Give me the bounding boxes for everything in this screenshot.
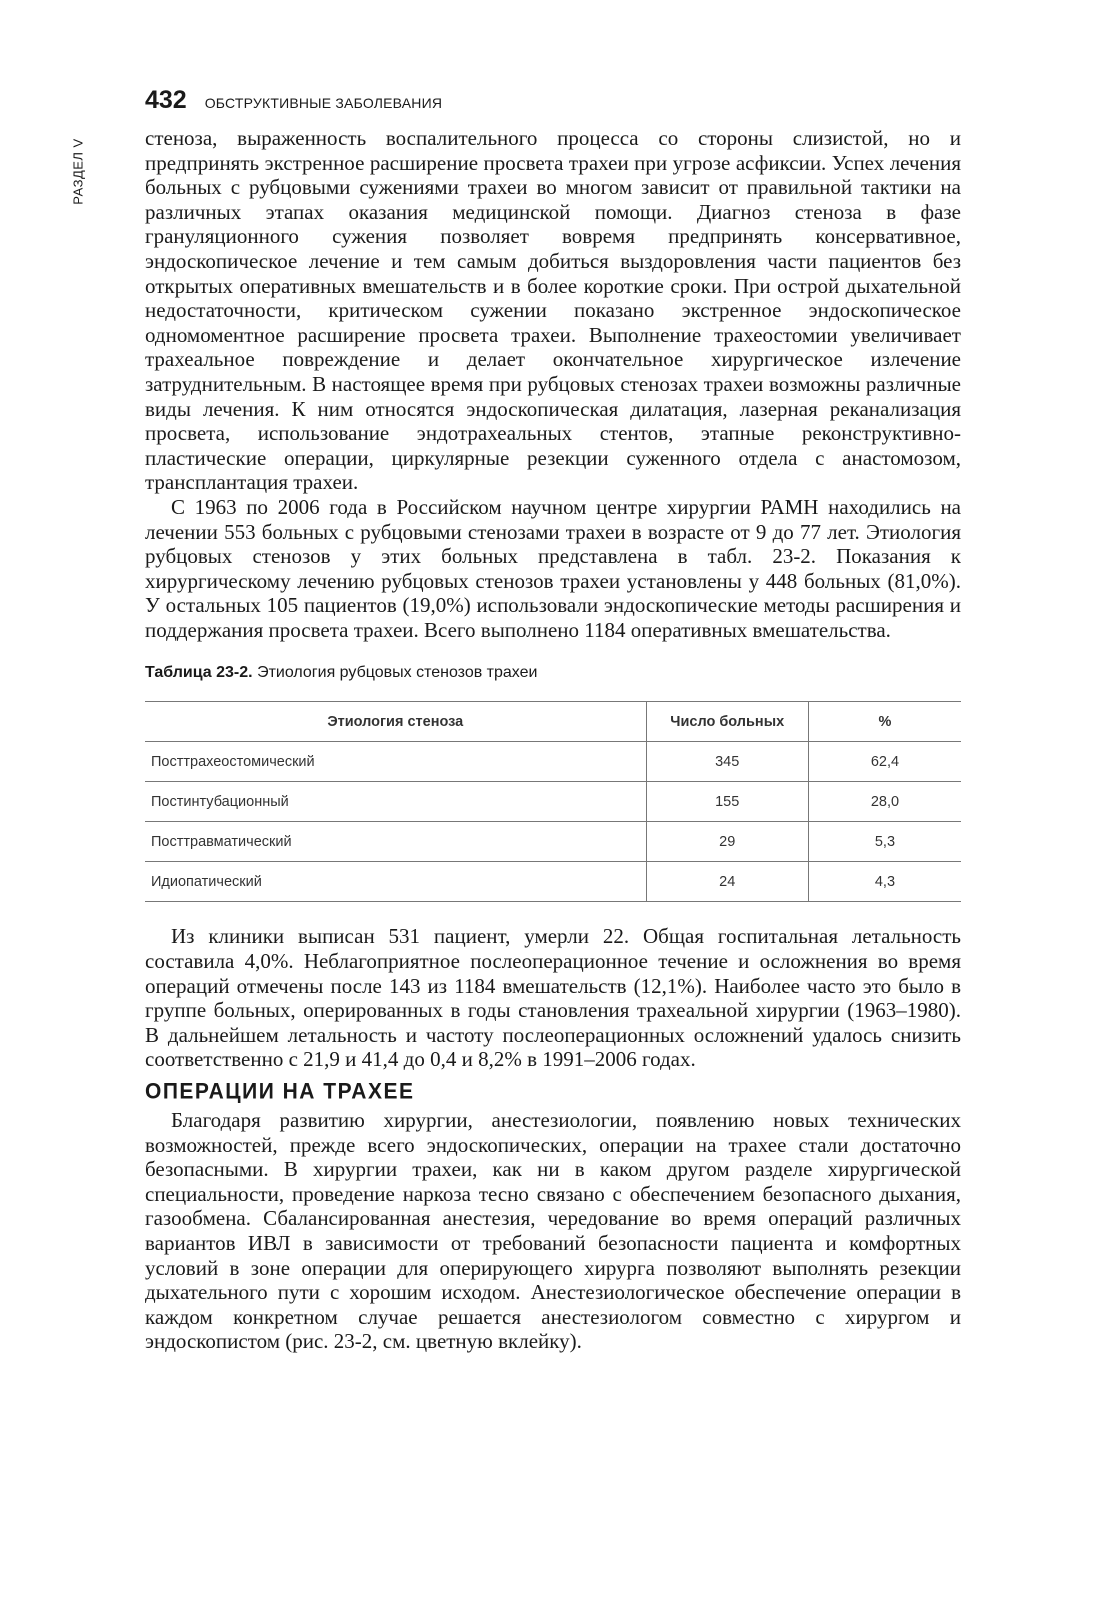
cell-etiology: Идиопатический (145, 862, 646, 902)
page-header (145, 86, 442, 120)
paragraph-outcomes: Из клиники выписан 531 пациент, умерли 22. Общая госпитальная летальность составила 4,0%. Неблагоприятное послеоперационное течение и осложнения во время операций отмечены после 143 из 1184 вмешательств (12,1%). Наиболее часто это было в группе больных, оперированных в годы становления трахеальной хирургии (1963–1980). В дальнейшем летальность и частоту послеоперационных осложнений удалось снизить соответственно с 21,9 и 41,4 до 0,4 и 8,2% в 1991–2006 годах. (145, 924, 961, 1072)
cell-patients: 29 (646, 822, 808, 862)
column-header-etiology: Этиология стеноза (145, 702, 646, 742)
paragraph-operations: Благодаря развитию хирургии, анестезиологии, появлению новых технических возможностей, прежде всего эндоскопических, операции на трахее стали достаточно безопасными. В хирургии трахеи, как ни в каком другом разделе хирургической специальности, проведение наркоза тесно связано с обеспечением безопасного дыхания, газообмена. Сбалансированная анестезия, чередование во время операций различных вариантов ИВЛ в зависимости от требований безопасности пациента и комфортных условий в зоне операции для оперирующего хирурга позволяют выполнять резекции дыхательного пути с хорошим исходом. Анестезиологическое обеспечение операции в каждом конкретном случае решается анестезиологом совместно с хирургом и эндоскопистом (рис. 23-2, см. цветную вклейку). (145, 1108, 961, 1354)
running-title: ОБСТРУКТИВНЫЕ ЗАБОЛЕВАНИЯ (204, 95, 443, 111)
cell-percent: 62,4 (808, 742, 961, 782)
column-header-patients: Число больных (646, 702, 808, 742)
page-content (145, 126, 961, 1354)
table-header-row (145, 702, 961, 742)
table-row (145, 782, 961, 822)
cell-etiology: Постинтубационный (145, 782, 646, 822)
page-number: 432 (145, 86, 187, 114)
table-caption-label: Таблица 23-2. (145, 664, 253, 682)
column-header-percent: % (808, 702, 961, 742)
table-row (145, 742, 961, 782)
cell-percent: 4,3 (808, 862, 961, 902)
section-side-label-text: РАЗДЕЛ V (70, 138, 86, 205)
table-caption-text: Этиология рубцовых стенозов трахеи (257, 664, 538, 682)
section-side-label (66, 134, 90, 214)
paragraph-statistics: С 1963 по 2006 года в Российском научном центре хирургии РАМН находились на лечении 553 больных с рубцовыми стенозами трахеи в возрасте от 9 до 77 лет. Этиология рубцовых стенозов у этих больных представлена в табл. 23-2. Показания к хирургическому лечению рубцовых стенозов трахеи установлены у 448 больных (81,0%). У остальных 105 пациентов (19,0%) использовали эндоскопические методы расширения и поддержания просвета трахеи. Всего выполнено 1184 оперативных вмешательства. (145, 494, 961, 642)
table-row (145, 862, 961, 902)
cell-etiology: Посттравматический (145, 822, 646, 862)
cell-percent: 5,3 (808, 822, 961, 862)
cell-patients: 155 (646, 782, 808, 822)
table-caption (145, 664, 961, 682)
cell-etiology: Посттрахеостомический (145, 742, 646, 782)
etiology-table (145, 701, 961, 902)
table-row (145, 822, 961, 862)
paragraph-continuation: стеноза, выраженность воспалительного процесса со стороны слизистой, но и предпринять экстренное расширение просвета трахеи при угрозе асфиксии. Успех лечения больных с рубцовыми сужениями трахеи во многом зависит от правильной тактики на различных этапах оказания медицинской помощи. Диагноз стеноза в фазе грануляционного сужения позволяет вовремя предпринять консервативное, эндоскопическое лечение и тем самым добиться выздоровления части пациентов без открытых оперативных вмешательств и в более короткие сроки. При острой дыхательной недостаточности, критическом сужении показано экстренное эндоскопическое одномоментное расширение просвета трахеи. Выполнение трахеостомии увеличивает трахеальное повреждение и делает окончательное хирургическое излечение затруднительным. В настоящее время при рубцовых стенозах трахеи возможны различные виды лечения. К ним относятся эндоскопическая дилатация, лазерная реканализация просвета, использование эндотрахеальных стентов, этапные реконструктивно-пластические операции, циркулярные резекции суженного отдела с анастомозом, трансплантация трахеи. (145, 126, 961, 495)
cell-percent: 28,0 (808, 782, 961, 822)
cell-patients: 345 (646, 742, 808, 782)
section-heading: ОПЕРАЦИИ НА ТРАХЕЕ (145, 1079, 415, 1104)
cell-patients: 24 (646, 862, 808, 902)
